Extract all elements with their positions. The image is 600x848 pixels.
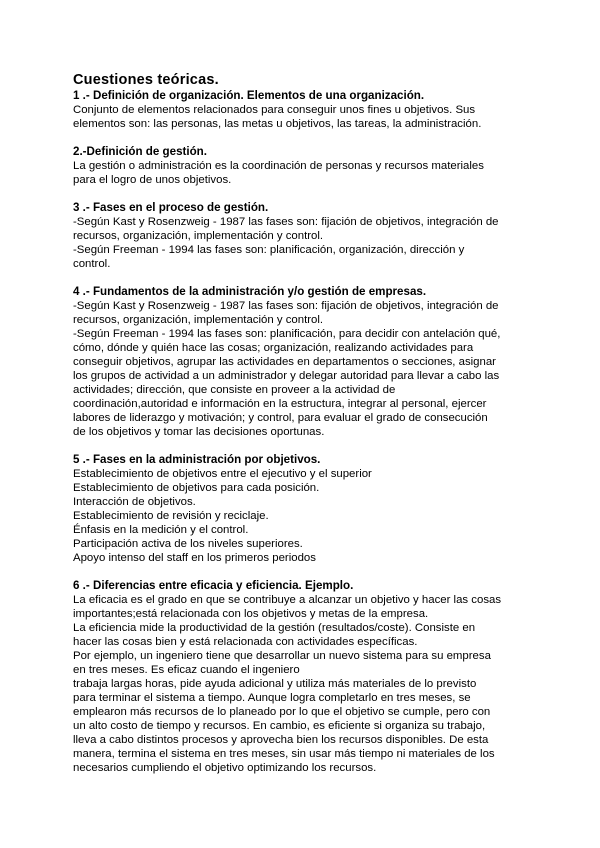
paragraph-line: La eficiencia mide la productividad de la gestión (resultados/coste). Consiste en: [73, 622, 476, 634]
list-item: Interacción de objetivos.: [73, 496, 196, 508]
section-organizacion: [73, 89, 530, 131]
paragraph-line: un alto costo de tiempo y recursos. En cambio, es eficiente si organiza su trabajo,: [73, 720, 486, 732]
paragraph-line: manera, termina el sistema en tres meses, sin usar más tiempo ni materiales de los: [73, 748, 495, 760]
section-heading: 5 .- Fases en la administración por objetivos.: [73, 453, 321, 466]
section-heading: 3 .- Fases en el proceso de gestión.: [73, 201, 269, 214]
paragraph-line: importantes;está relacionada con los objetivos y metas de la empresa.: [73, 608, 429, 620]
paragraph-line: -Según Kast y Rosenzweig - 1987 las fases son: fijación de objetivos, integración de: [73, 300, 499, 312]
paragraph-line: -Según Kast y Rosenzweig - 1987 las fases son: fijación de objetivos, integración de: [73, 216, 499, 228]
paragraph-line: trabaja largas horas, pide ayuda adicional y utiliza más materiales de lo previsto: [73, 678, 477, 690]
paragraph-line: en tres meses. Es eficaz cuando el ingeniero: [73, 664, 300, 676]
paragraph-line: para el logro de unos objetivos.: [73, 174, 232, 186]
paragraph-line: para terminar el sistema a tiempo. Aunque logra completarlo en tres meses, se: [73, 692, 471, 704]
section-heading: 4 .- Fundamentos de la administración y/o gestión de empresas.: [73, 285, 427, 298]
section-eficacia-eficiencia: [73, 579, 530, 775]
section-heading: 1 .- Definición de organización. Elementos de una organización.: [73, 89, 425, 102]
list-item: Apoyo intenso del staff en los primeros periodos: [73, 552, 316, 564]
section-administracion-objetivos: [73, 453, 530, 565]
list-item: Participación activa de los niveles superiores.: [73, 538, 303, 550]
paragraph-line: Por ejemplo, un ingeniero tiene que desarrollar un nuevo sistema para su empresa: [73, 650, 491, 662]
section-heading: 2.-Definición de gestión.: [73, 145, 207, 158]
paragraph-line: necesarios cumpliendo el objetivo optimizando los recursos.: [73, 762, 377, 774]
paragraph-line: elementos son: las personas, las metas u objetivos, las tareas, la administración.: [73, 118, 482, 130]
list-item: Establecimiento de objetivos para cada posición.: [73, 482, 320, 494]
paragraph-line: -Según Freeman - 1994 las fases son: planificación, para decidir con antelación qué,: [73, 328, 501, 340]
section-gestion: [73, 145, 530, 187]
paragraph-line: los grupos de actividad a un administrador y delegar autoridad para llevar a cabo las: [73, 370, 500, 382]
paragraph-line: recursos, organización, implementación y control.: [73, 230, 324, 242]
section-heading: 6 .- Diferencias entre eficacia y eficiencia. Ejemplo.: [73, 579, 354, 592]
paragraph-line: cómo, dónde y quién hace las cosas; organización, realizando actividades para: [73, 342, 474, 354]
paragraph-line: Conjunto de elementos relacionados para conseguir unos fines u objetivos. Sus: [73, 104, 476, 116]
paragraph-line: La gestión o administración es la coordinación de personas y recursos materiales: [73, 160, 484, 172]
paragraph-line: hacer las cosas bien y está relacionada con actividades específicas.: [73, 636, 418, 648]
paragraph-line: conseguir objetivos, agrupar las actividades en departamentos o secciones, asignar: [73, 356, 496, 368]
paragraph-line: de los objetivos y tomar las decisiones oportunas.: [73, 426, 325, 438]
paragraph-line: recursos, organización, implementación y control.: [73, 314, 324, 326]
document-title: Cuestiones teóricas.: [73, 72, 219, 88]
paragraph-line: La eficacia es el grado en que se contribuye a alcanzar un objetivo y hacer las cosas: [73, 594, 502, 606]
list-item: Énfasis en la medición y el control.: [73, 524, 249, 536]
section-fundamentos: [73, 285, 530, 439]
paragraph-line: coordinación,autoridad e información en la estructura, integrar al personal, ejercer: [73, 398, 487, 410]
paragraph-line: emplearon más recursos de lo planeado por lo que el objetivo se cumple, pero con: [73, 706, 491, 718]
section-fases-gestion: [73, 201, 530, 271]
paragraph-line: actividades; dirección, que consiste en proveer a la actividad de: [73, 384, 396, 396]
paragraph-line: control.: [73, 258, 111, 270]
list-item: Establecimiento de objetivos entre el ejecutivo y el superior: [73, 468, 372, 480]
paragraph-line: labores de liderazgo y motivación; y control, para evaluar el grado de consecución: [73, 412, 488, 424]
paragraph-line: lleva a cabo distintos procesos y aprovecha bien los recursos disponibles. De esta: [73, 734, 489, 746]
paragraph-line: -Según Freeman - 1994 las fases son: planificación, organización, dirección y: [73, 244, 465, 256]
list-item: Establecimiento de revisión y reciclaje.: [73, 510, 269, 522]
